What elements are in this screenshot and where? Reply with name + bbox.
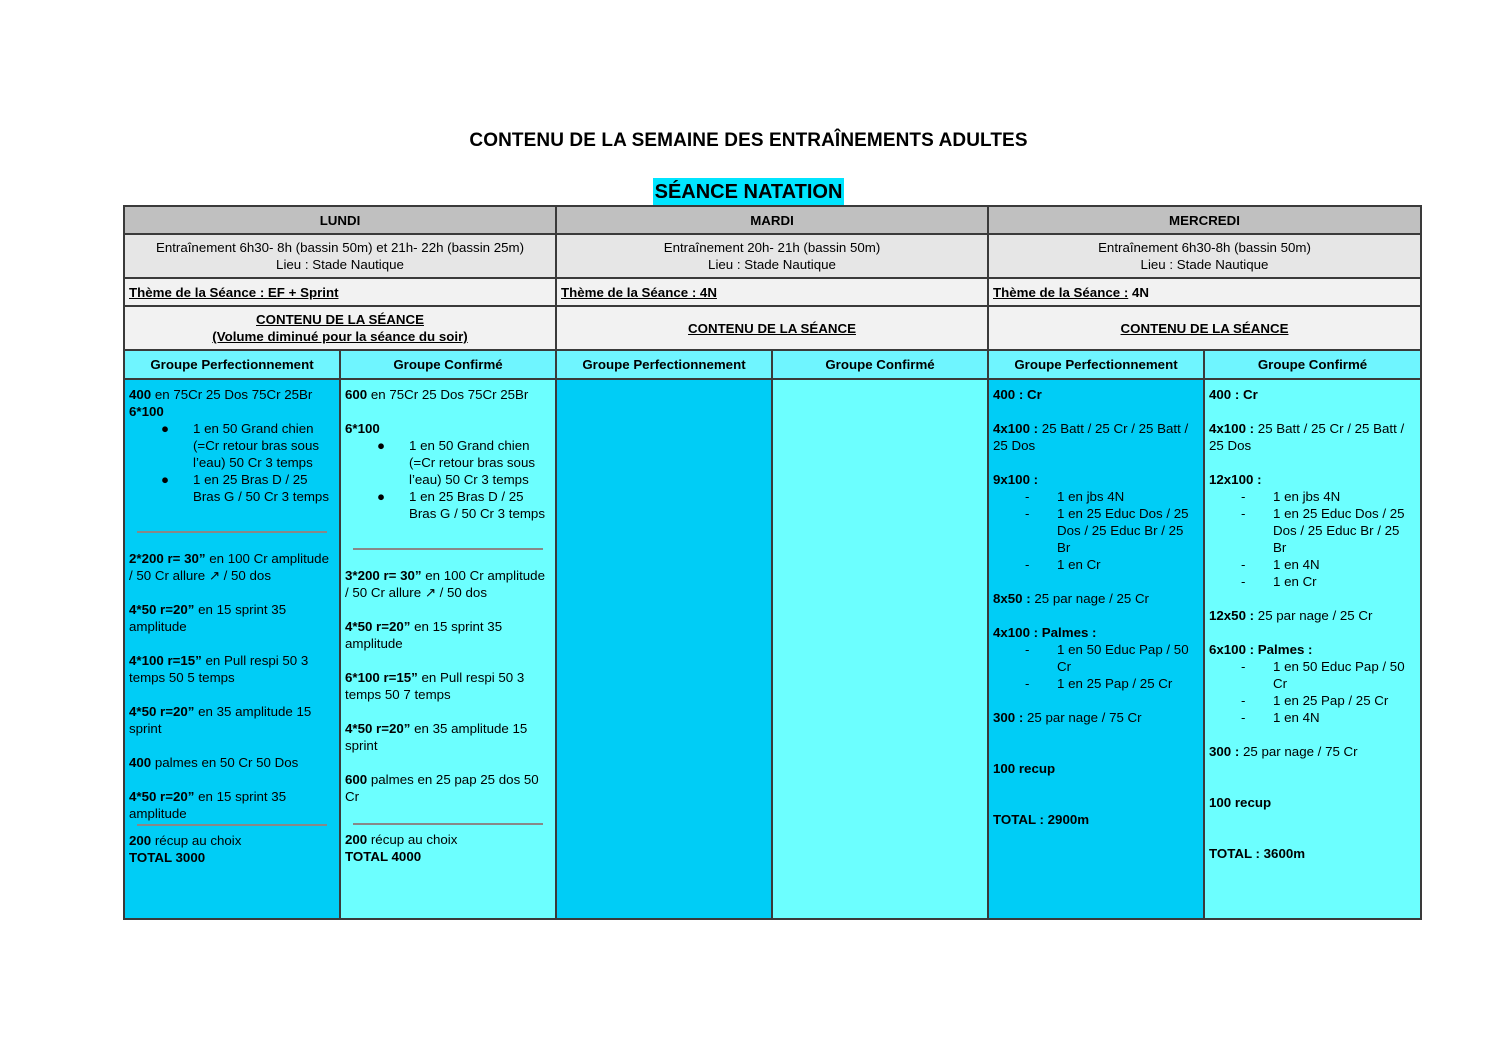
line: 300 : 25 par nage / 75 Cr [1209,744,1358,759]
line: 6x100 : Palmes : [1209,642,1313,657]
line: 4*100 r=15” en Pull respi 50 3 temps 50 5 temps [129,653,309,685]
line: TOTAL 3000 [129,850,206,865]
theme-label-mercredi: Thème de la Séance : [993,284,1129,300]
day-header-mardi: MARDI [556,206,988,234]
line: 12x50 : 25 par nage / 25 Cr [1209,608,1373,623]
contenu-row [124,306,1421,350]
content-row [124,379,1421,919]
list-item: - 1 en Cr [1025,557,1101,572]
list-item: - 1 en 25 Pap / 25 Cr [1241,693,1389,708]
line: 4*50 r=20” en 15 sprint 35 amplitude [345,619,503,651]
list-item: - 1 en 25 Educ Dos / 25 Dos / 25 Educ Br / 25 Br [1025,506,1189,555]
day-header-row [124,206,1421,234]
line: 4*50 r=20” en 15 sprint 35 amplitude [129,602,287,634]
line: TOTAL 4000 [345,849,422,864]
theme-value-mercredi: 4N [1128,284,1149,300]
list-item: ● 1 en 50 Grand chien (=Cr retour bras sous l’eau) 50 Cr 3 temps [377,438,535,487]
content-mercredi-conf [1204,379,1421,919]
list-item: - 1 en 4N [1241,557,1320,572]
list-item: - 1 en 4N [1241,710,1320,725]
contenu-mercredi: CONTENU DE LA SÉANCE [988,306,1421,350]
list-item: - 1 en Cr [1241,574,1317,589]
info-lundi [124,234,556,278]
line: 300 : 25 par nage / 75 Cr [993,710,1142,725]
line: 100 recup [1209,795,1272,810]
line: 6*100 [345,421,380,436]
theme-lundi [124,278,556,306]
line: 400 : Cr [993,387,1042,402]
schedule-lundi: Entraînement 6h30- 8h (bassin 50m) et 21h- 22h (bassin 25m) [155,240,525,255]
page-title: CONTENU DE LA SEMAINE DES ENTRAÎNEMENTS ADULTES [469,130,1028,151]
contenu-lundi [124,306,556,350]
theme-mardi [556,278,988,306]
group-conf-mercredi: Groupe Confirmé [1204,350,1421,379]
list-item: - 1 en 25 Educ Dos / 25 Dos / 25 Educ Br / 25 Br [1241,506,1405,555]
list-item: ● 1 en 25 Bras D / 25 Bras G / 50 Cr 3 temps [377,489,545,521]
lieu-mercredi: Lieu : Stade Nautique [1140,257,1269,272]
line: 200 récup au choix [345,832,458,847]
line: 4*50 r=20” en 15 sprint 35 amplitude [129,789,287,821]
theme-label-lundi: Thème de la Séance : EF + Sprint [129,284,339,300]
line: 4*50 r=20” en 35 amplitude 15 sprint [345,721,528,753]
groups-row [124,350,1421,379]
dash-list [993,488,1199,573]
contenu-note-lundi: (Volume diminué pour la séance du soir) [212,329,468,344]
group-perf-mardi: Groupe Perfectionnement [556,350,772,379]
list-item: ● 1 en 25 Bras D / 25 Bras G / 50 Cr 3 temps [161,472,329,504]
content-lundi-conf [340,379,556,919]
dash-list [1209,658,1416,726]
line: 100 recup [993,761,1056,776]
content-lundi-perf [124,379,340,919]
list-item: - 1 en 25 Pap / 25 Cr [1025,676,1173,691]
list-item: - 1 en 50 Educ Pap / 50 Cr [1025,642,1189,674]
theme-row [124,278,1421,306]
list-item: - 1 en jbs 4N [1025,489,1125,504]
divider [137,531,327,533]
group-conf-lundi: Groupe Confirmé [340,350,556,379]
line: 4*50 r=20” en 35 amplitude 15 sprint [129,704,312,736]
divider [137,824,327,826]
line: 600 palmes en 25 pap 25 dos 50 Cr [345,772,539,804]
list-item: ● 1 en 50 Grand chien (=Cr retour bras sous l’eau) 50 Cr 3 temps [161,421,319,470]
group-conf-mardi: Groupe Confirmé [772,350,988,379]
line: 400 : Cr [1209,387,1258,402]
schedule-mercredi: Entraînement 6h30-8h (bassin 50m) [1098,240,1311,255]
info-row [124,234,1421,278]
bullet-list [345,437,551,522]
line: 4x100 : 25 Batt / 25 Cr / 25 Batt / 25 Dos [1209,421,1405,453]
theme-label-mardi: Thème de la Séance : 4N [561,284,717,300]
group-perf-lundi: Groupe Perfectionnement [124,350,340,379]
line: 12x100 : [1209,472,1262,487]
dash-list [993,641,1199,692]
day-header-lundi: LUNDI [124,206,556,234]
dash-list [1209,488,1416,590]
content-mardi-conf [772,379,988,919]
line: 4x100 : Palmes : [993,625,1097,640]
list-item: - 1 en 50 Educ Pap / 50 Cr [1241,659,1405,691]
list-item: - 1 en jbs 4N [1241,489,1341,504]
info-mercredi [988,234,1421,278]
line: 600 en 75Cr 25 Dos 75Cr 25Br [345,387,529,402]
content-mardi-perf [556,379,772,919]
divider [353,823,543,825]
line: TOTAL : 2900m [993,812,1090,827]
subtitle-wrap [0,178,1497,206]
content-mercredi-perf [988,379,1204,919]
bullet-list [129,420,335,505]
line: 4x100 : 25 Batt / 25 Cr / 25 Batt / 25 Dos [993,421,1189,453]
page-subtitle: SÉANCE NATATION [653,178,845,206]
line: 400 en 75Cr 25 Dos 75Cr 25Br [129,387,313,402]
line: 8x50 : 25 par nage / 25 Cr [993,591,1149,606]
line: 9x100 : [993,472,1039,487]
line: 6*100 [129,404,164,419]
lieu-lundi: Lieu : Stade Nautique [276,257,404,272]
line: 6*100 r=15” en Pull respi 50 3 temps 50 7 temps [345,670,525,702]
day-header-mercredi: MERCREDI [988,206,1421,234]
group-perf-mercredi: Groupe Perfectionnement [988,350,1204,379]
contenu-mardi: CONTENU DE LA SÉANCE [556,306,988,350]
theme-mercredi [988,278,1421,306]
info-mardi [556,234,988,278]
line: 2*200 r= 30” en 100 Cr amplitude / 50 Cr allure ↗ / 50 dos [129,551,329,583]
schedule-mardi: Entraînement 20h- 21h (bassin 50m) [663,240,881,255]
divider [353,548,543,550]
line: 3*200 r= 30” en 100 Cr amplitude / 50 Cr allure ↗ / 50 dos [345,568,545,600]
line: TOTAL : 3600m [1209,846,1306,861]
lieu-mardi: Lieu : Stade Nautique [708,257,836,272]
schedule-table [123,205,1422,920]
line: 400 palmes en 50 Cr 50 Dos [129,755,299,770]
line: 200 récup au choix [129,833,242,848]
contenu-title-lundi: CONTENU DE LA SÉANCE [256,312,424,327]
